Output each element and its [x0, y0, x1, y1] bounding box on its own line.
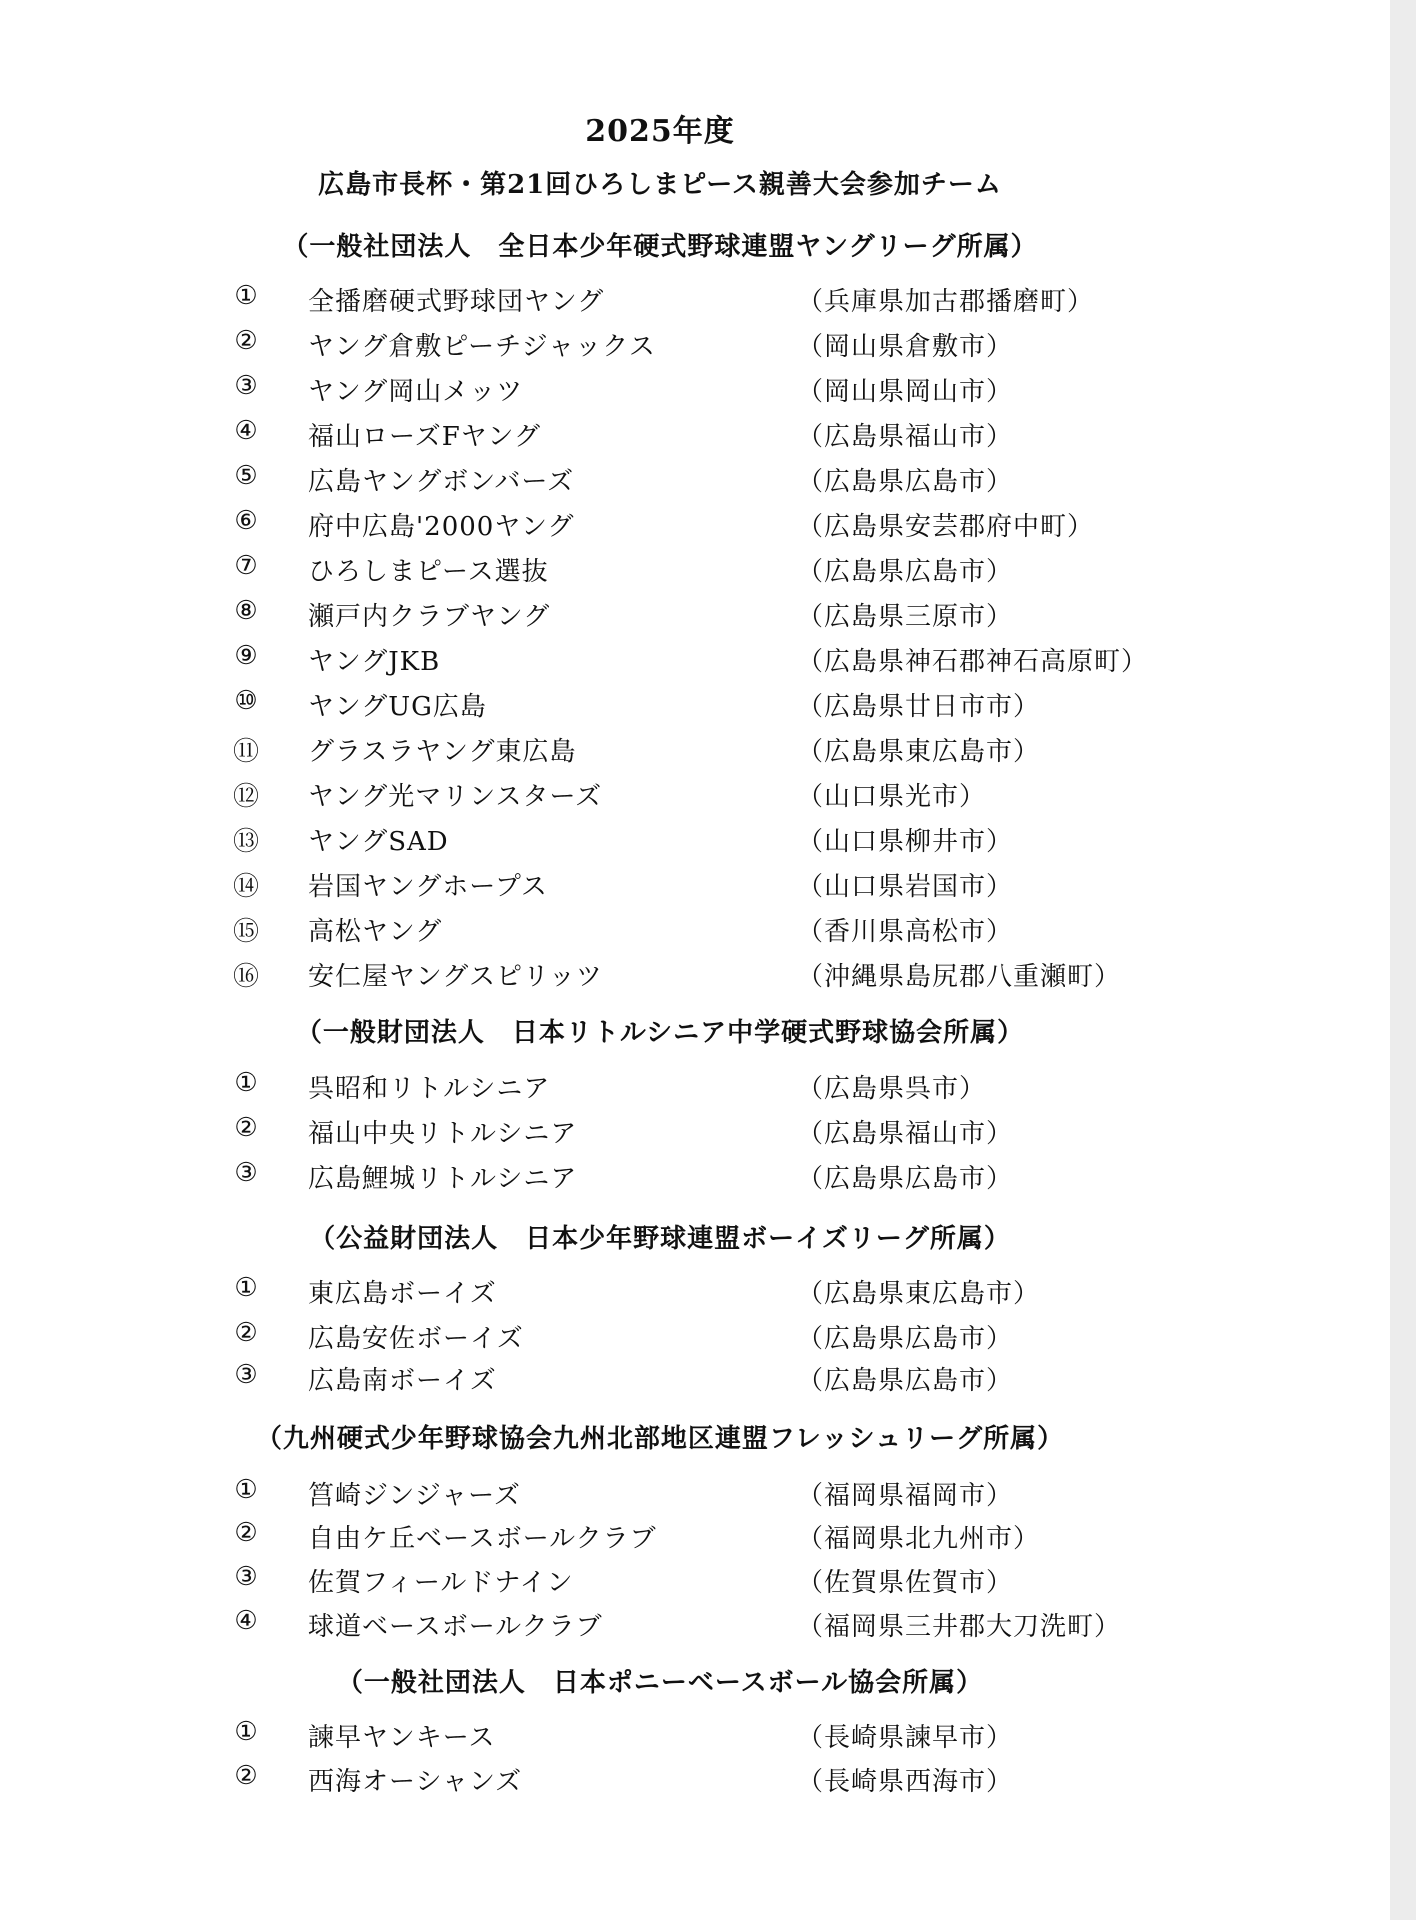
- team-row: [0, 911, 1390, 951]
- team-number: ④: [234, 1606, 258, 1636]
- page-edge: [1390, 0, 1416, 1920]
- team-row: [0, 416, 1390, 456]
- team-name: ヤング岡山メッツ: [308, 377, 524, 407]
- team-name: 佐賀フィールドナイン: [308, 1568, 574, 1598]
- team-number: ②: [234, 1761, 258, 1791]
- section-heading: （一般社団法人 全日本少年硬式野球連盟ヤングリーグ所属）: [282, 232, 1038, 262]
- team-location: （沖縄県島尻郡八重瀬町）: [797, 962, 1122, 992]
- team-row: [0, 371, 1390, 411]
- team-row: [0, 821, 1390, 861]
- team-name: 球道ベースボールクラブ: [308, 1612, 603, 1642]
- team-number: ⑤: [234, 461, 258, 491]
- team-number: ⑯: [232, 962, 259, 992]
- section-heading: （九州硬式少年野球協会九州北部地区連盟フレッシュリーグ所属）: [255, 1424, 1065, 1454]
- team-row: [0, 776, 1390, 816]
- document-title: 広島市長杯・第21回ひろしまピース親善大会参加チーム: [318, 170, 1002, 200]
- team-name: 広島安佐ボーイズ: [308, 1324, 524, 1354]
- team-name: ヤングUG広島: [308, 692, 487, 722]
- team-location: （広島県三原市）: [797, 602, 1014, 632]
- team-location: （岡山県岡山市）: [797, 377, 1014, 407]
- team-number: ⑫: [232, 782, 259, 812]
- team-name: 西海オーシャンズ: [308, 1767, 523, 1797]
- team-number: ⑮: [232, 917, 259, 947]
- team-name: ヤング光マリンスターズ: [308, 782, 603, 812]
- team-row: [0, 641, 1390, 681]
- team-row: [0, 1158, 1390, 1198]
- team-row: [0, 1360, 1390, 1400]
- team-number: ③: [234, 1360, 258, 1390]
- team-location: （広島県広島市）: [797, 1366, 1014, 1396]
- team-name: 福山ローズFヤング: [308, 422, 541, 452]
- team-number: ②: [234, 326, 258, 356]
- team-number: ⑦: [234, 551, 258, 581]
- team-number: ④: [234, 416, 258, 446]
- team-location: （広島県広島市）: [797, 1324, 1014, 1354]
- team-name: 広島南ボーイズ: [308, 1366, 497, 1396]
- team-location: （広島県広島市）: [797, 1164, 1014, 1194]
- team-location: （広島県東広島市）: [797, 737, 1041, 767]
- team-name: 広島ヤングボンバーズ: [308, 467, 575, 497]
- team-name: ひろしまピース選抜: [308, 557, 549, 587]
- team-number: ②: [234, 1518, 258, 1548]
- team-location: （兵庫県加古郡播磨町）: [797, 287, 1095, 317]
- team-name: 福山中央リトルシニア: [308, 1119, 578, 1149]
- team-name: ヤング倉敷ピーチジャックス: [308, 332, 656, 362]
- team-location: （福岡県福岡市）: [797, 1481, 1014, 1511]
- team-location: （福岡県北九州市）: [797, 1524, 1041, 1554]
- team-number: ②: [234, 1318, 258, 1348]
- team-number: ①: [234, 1717, 258, 1747]
- team-number: ⑧: [234, 596, 258, 626]
- team-row: [0, 281, 1390, 321]
- section-heading: （一般社団法人 日本ポニーベースボール協会所属）: [336, 1668, 984, 1698]
- team-number: ③: [234, 1562, 258, 1592]
- team-row: [0, 1562, 1390, 1602]
- team-row: [0, 551, 1390, 591]
- team-row: [0, 326, 1390, 366]
- team-location: （山口県柳井市）: [797, 827, 1014, 857]
- team-location: （長崎県諫早市）: [797, 1723, 1014, 1753]
- team-row: [0, 461, 1390, 501]
- team-location: （広島県広島市）: [797, 557, 1014, 587]
- team-number: ⑨: [234, 641, 258, 671]
- team-number: ①: [234, 1068, 258, 1098]
- team-location: （佐賀県佐賀市）: [797, 1568, 1014, 1598]
- team-row: [0, 1518, 1390, 1558]
- team-location: （香川県高松市）: [797, 917, 1014, 947]
- team-name: 筥崎ジンジャーズ: [308, 1481, 521, 1511]
- team-row: [0, 1318, 1390, 1358]
- team-location: （広島県広島市）: [797, 467, 1014, 497]
- team-name: 東広島ボーイズ: [308, 1279, 497, 1309]
- team-row: [0, 1273, 1390, 1313]
- section-heading: （公益財団法人 日本少年野球連盟ボーイズリーグ所属）: [309, 1224, 1011, 1254]
- document-year: 2025年度: [585, 114, 735, 149]
- team-location: （広島県東広島市）: [797, 1279, 1041, 1309]
- team-location: （岡山県倉敷市）: [797, 332, 1014, 362]
- team-row: [0, 506, 1390, 546]
- team-row: [0, 596, 1390, 636]
- team-location: （広島県廿日市市）: [797, 692, 1041, 722]
- team-location: （山口県光市）: [797, 782, 987, 812]
- team-number: ⑬: [232, 827, 259, 857]
- team-number: ⑪: [232, 737, 259, 767]
- team-name: 高松ヤング: [308, 917, 443, 947]
- team-number: ⑥: [234, 506, 258, 536]
- team-number: ⑭: [232, 872, 259, 902]
- team-name: 全播磨硬式野球団ヤング: [308, 287, 605, 317]
- team-name: ヤングJKB: [308, 647, 441, 677]
- section-heading: （一般財団法人 日本リトルシニア中学硬式野球協会所属）: [295, 1018, 1025, 1048]
- team-row: [0, 1606, 1390, 1646]
- team-location: （山口県岩国市）: [797, 872, 1014, 902]
- team-number: ①: [234, 1475, 258, 1505]
- team-name: 広島鯉城リトルシニア: [308, 1164, 578, 1194]
- team-name: 諫早ヤンキース: [308, 1723, 496, 1753]
- team-location: （広島県神石郡神石高原町）: [797, 647, 1149, 677]
- team-location: （福岡県三井郡大刀洗町）: [797, 1612, 1122, 1642]
- team-name: 岩国ヤングホープス: [308, 872, 548, 902]
- team-location: （広島県呉市）: [797, 1074, 987, 1104]
- team-location: （広島県福山市）: [797, 422, 1014, 452]
- team-name: 府中広島'2000ヤング: [308, 512, 575, 542]
- team-name: グラスラヤング東広島: [308, 737, 577, 767]
- team-location: （広島県安芸郡府中町）: [797, 512, 1095, 542]
- team-row: [0, 1475, 1390, 1515]
- team-row: [0, 1717, 1390, 1757]
- team-location: （長崎県西海市）: [797, 1767, 1014, 1797]
- team-name: 自由ケ丘ベースボールクラブ: [308, 1524, 657, 1554]
- team-row: [0, 866, 1390, 906]
- team-number: ⑩: [234, 686, 258, 716]
- team-number: ②: [234, 1113, 258, 1143]
- team-name: ヤングSAD: [308, 827, 449, 857]
- team-number: ③: [234, 371, 258, 401]
- team-row: [0, 1761, 1390, 1801]
- team-number: ③: [234, 1158, 258, 1188]
- team-name: 安仁屋ヤングスピリッツ: [308, 962, 603, 992]
- team-row: [0, 1113, 1390, 1153]
- team-number: ①: [234, 281, 258, 311]
- team-row: [0, 686, 1390, 726]
- team-location: （広島県福山市）: [797, 1119, 1014, 1149]
- team-number: ①: [234, 1273, 258, 1303]
- team-row: [0, 1068, 1390, 1108]
- team-name: 瀬戸内クラブヤング: [308, 602, 551, 632]
- team-row: [0, 731, 1390, 771]
- team-name: 呉昭和リトルシニア: [308, 1074, 551, 1104]
- team-row: [0, 956, 1390, 996]
